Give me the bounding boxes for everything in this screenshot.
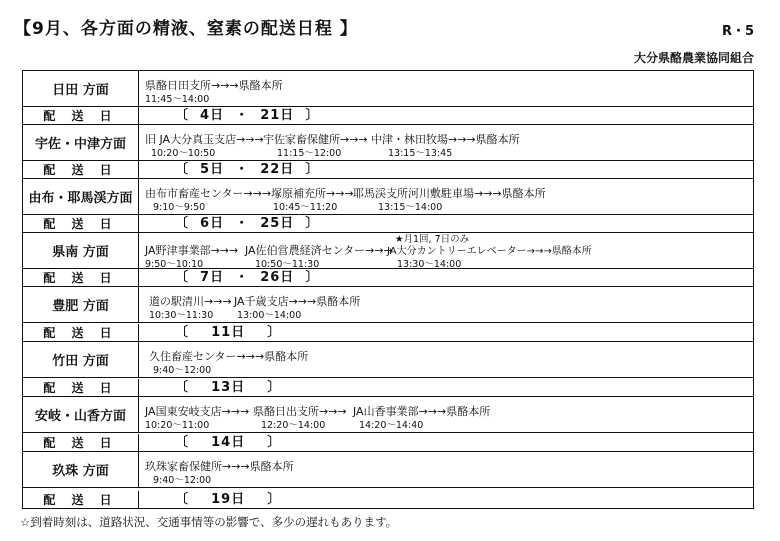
stop-label: 塚原補充所→→→ xyxy=(271,187,354,200)
stop-label: 由布市畜産センター→→→ xyxy=(145,187,272,200)
stop-label: 旧 JA大分真玉支店→→→ xyxy=(145,133,264,146)
route-note: ★月1回, 7日のみ xyxy=(395,234,470,245)
delivery-dates xyxy=(139,161,753,178)
stop-time: 10:30～11:30 xyxy=(149,310,214,321)
stop-label: JA野津事業部→→→ xyxy=(145,244,239,257)
route-name: 豊肥 方面 xyxy=(23,287,139,323)
delivery-day-label: 配 送 日 xyxy=(23,434,139,451)
delivery-dates xyxy=(139,491,753,508)
delivery-day-label: 配 送 日 xyxy=(23,491,139,508)
delivery-day-label: 配 送 日 xyxy=(23,215,139,232)
stop-time: 9:40～12:00 xyxy=(153,475,212,486)
delivery-dates-text: 〔 14日 〕 xyxy=(175,435,282,450)
delivery-dates-text: 〔 13日 〕 xyxy=(175,380,282,395)
route-name: 玖珠 方面 xyxy=(23,452,139,488)
delivery-dates xyxy=(139,324,753,341)
route-stops xyxy=(139,452,753,488)
schedule-table xyxy=(22,70,754,509)
stop-label: 耶馬渓支所河川敷駐車場→→→県酪本所 xyxy=(353,187,546,200)
page-title: 【9月、各方面の精液、窒素の配送日程 】 xyxy=(14,19,358,39)
stop-label: JA千歳支店→→→県酪本所 xyxy=(234,295,361,308)
route-block-yufu-yabakei xyxy=(23,179,753,233)
stop-label: 県酪日出支所→→→ xyxy=(253,405,347,418)
delivery-dates-text: 〔 6日 ・ 25日 〕 xyxy=(175,216,320,231)
delivery-dates-text: 〔 4日 ・ 21日 〕 xyxy=(175,108,320,123)
route-name: 宇佐・中津方面 xyxy=(23,125,139,161)
stop-time: 13:15～13:45 xyxy=(388,148,453,159)
stop-time: 10:50～11:30 xyxy=(255,259,320,270)
delivery-day-label: 配 送 日 xyxy=(23,324,139,341)
route-block-aki-yamaga xyxy=(23,397,753,452)
stop-time: 9:50～10:10 xyxy=(145,259,204,270)
stop-time: 9:40～12:00 xyxy=(153,365,212,376)
stop-time: 11:15～12:00 xyxy=(277,148,342,159)
stop-time: 10:20～11:00 xyxy=(145,420,210,431)
route-block-hohi xyxy=(23,287,753,342)
delivery-day-label: 配 送 日 xyxy=(23,107,139,124)
route-stops xyxy=(139,125,753,161)
stop-label: JA山香事業部→→→県酪本所 xyxy=(353,405,491,418)
delivery-day-label: 配 送 日 xyxy=(23,379,139,396)
route-stops xyxy=(139,342,753,378)
stop-time: 14:20～14:40 xyxy=(359,420,424,431)
delivery-dates xyxy=(139,379,753,396)
delivery-dates-text: 〔 5日 ・ 22日 〕 xyxy=(175,162,320,177)
delivery-dates xyxy=(139,107,753,124)
stop-time: 11:45～14:00 xyxy=(145,94,210,105)
stop-time: 13:30～14:00 xyxy=(397,259,462,270)
stop-time: 9:10～9:50 xyxy=(153,202,206,213)
stop-label: JA大分カントリーエレベーター→→→県酪本所 xyxy=(387,246,592,257)
route-block-kusu xyxy=(23,452,753,508)
stop-time: 10:45～11:20 xyxy=(273,202,338,213)
stop-label: 宇佐家畜保健所→→→ xyxy=(263,133,368,146)
route-name: 日田 方面 xyxy=(23,71,139,107)
organization-name: 大分県酪農業協同組合 xyxy=(633,51,754,65)
stop-time: 13:00～14:00 xyxy=(237,310,302,321)
revision-label: R・5 xyxy=(721,24,754,39)
delivery-dates-text: 〔 11日 〕 xyxy=(175,325,282,340)
route-stops xyxy=(139,71,753,107)
route-name: 竹田 方面 xyxy=(23,342,139,378)
stop-label: 中津・林田牧場→→→県酪本所 xyxy=(371,133,520,146)
delivery-day-label: 配 送 日 xyxy=(23,161,139,178)
route-stops xyxy=(139,233,753,269)
route-name: 由布・耶馬渓方面 xyxy=(23,179,139,215)
stop-label: JA国東安岐支店→→→ xyxy=(145,405,250,418)
route-name: 県南 方面 xyxy=(23,233,139,269)
delivery-dates xyxy=(139,215,753,232)
delivery-dates-text: 〔 19日 〕 xyxy=(175,492,282,507)
route-stops xyxy=(139,287,753,323)
stop-label: JA佐伯営農経済センター→→→ xyxy=(245,244,393,257)
route-name: 安岐・山香方面 xyxy=(23,397,139,433)
delivery-dates xyxy=(139,434,753,451)
route-stops xyxy=(139,397,753,433)
route-block-kennan xyxy=(23,233,753,287)
stop-label: 道の駅清川→→→ xyxy=(149,295,232,308)
delivery-dates-text: 〔 7日 ・ 26日 〕 xyxy=(175,270,320,285)
delivery-dates xyxy=(139,269,753,286)
stop-label: 県酪日田支所→→→県酪本所 xyxy=(145,79,283,92)
delivery-day-label: 配 送 日 xyxy=(23,269,139,286)
footer-note: ☆到着時刻は、道路状況、交通事情等の影響で、多少の遅れもあります。 xyxy=(20,515,398,529)
route-block-taketa xyxy=(23,342,753,397)
route-stops xyxy=(139,179,753,215)
route-block-hita xyxy=(23,71,753,125)
stop-time: 10:20～10:50 xyxy=(151,148,216,159)
stop-label: 玖珠家畜保健所→→→県酪本所 xyxy=(145,460,294,473)
stop-time: 13:15～14:00 xyxy=(378,202,443,213)
stop-time: 12:20～14:00 xyxy=(261,420,326,431)
stop-label: 久住畜産センター→→→県酪本所 xyxy=(149,350,309,363)
route-block-usa-nakatsu xyxy=(23,125,753,179)
